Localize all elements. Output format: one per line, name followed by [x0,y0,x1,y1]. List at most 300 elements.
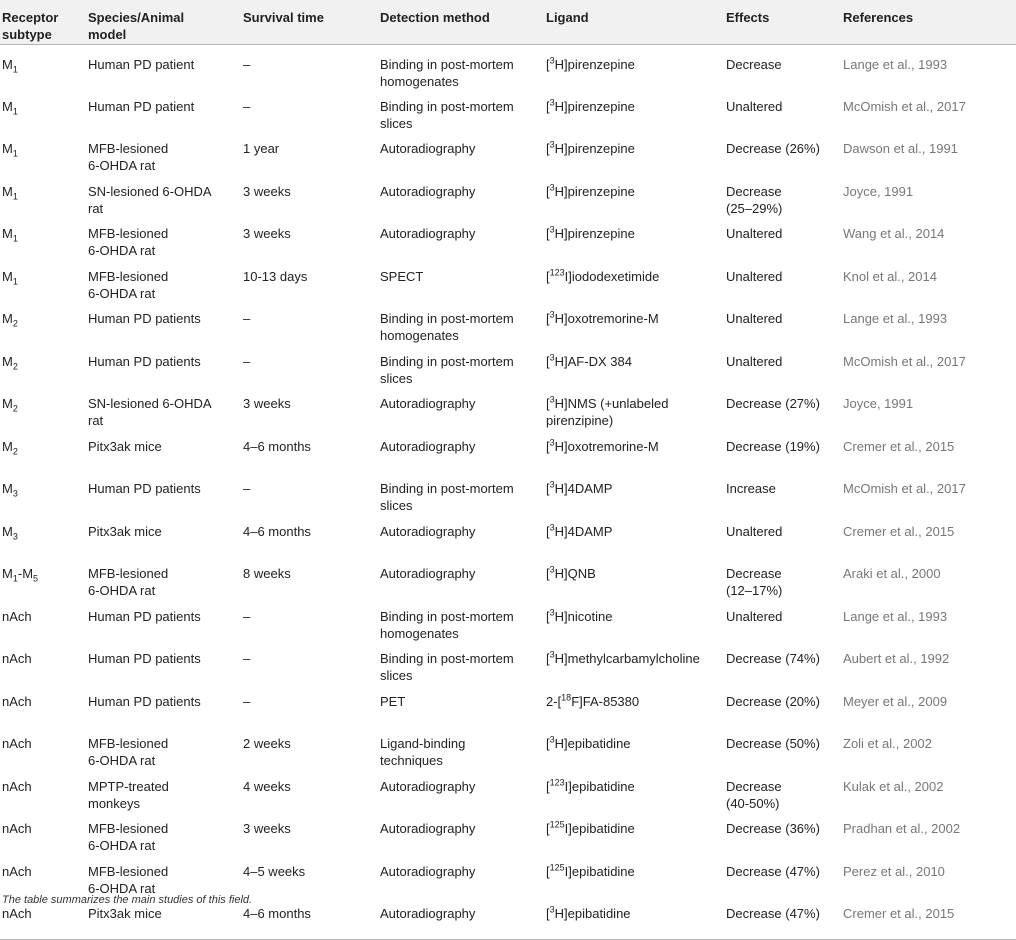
cell-ligand [544,685,724,728]
detection-line: Autoradiography [380,183,476,199]
cell-survival: 4–6 months [243,523,311,539]
ligand-name: H]pirenzepine [554,183,635,199]
cell-receptor [0,515,86,558]
cell-effects [724,260,841,303]
cell-detection [378,430,544,473]
cell-survival: 4–6 months [243,438,311,454]
cell-survival: 3 weeks [243,396,291,411]
cell-detection [378,855,544,898]
effects-line: Decrease [726,778,782,794]
receptor-name: M [2,268,13,284]
species-line: Human PD patients [88,481,201,496]
ligand-name: H]pirenzepine [554,56,635,72]
species-line: rat [88,200,104,216]
species-line: 6-OHDA rat [88,285,156,301]
detection-line: Binding in post-mortem [380,56,514,72]
cell-detection [378,727,544,770]
table-row [0,642,1016,685]
table-row [0,557,1016,600]
receptor-subscript-2: 5 [33,573,39,584]
effects-line: Unaltered [726,608,783,624]
header-species-line1: Species/Animal [88,10,185,25]
ligand-name: F]FA-85380 [571,693,640,709]
ligand-prefix: [ [546,481,550,496]
receptor-subscript: 1 [12,64,18,75]
detection-line: Autoradiography [380,906,476,921]
detection-line: Binding in post-mortem [380,608,514,624]
effects-line: Decrease [726,566,782,581]
cell-detection [378,260,544,303]
receptor-name: M [2,226,13,241]
ligand-prefix: [ [546,56,550,72]
receptor-name: M [2,481,13,496]
receptor-name: M [2,183,13,199]
cell-survival: 3 weeks [243,226,291,241]
ligand-prefix: [ [546,608,550,624]
ligand-name: H]epibatidine [554,906,631,921]
effects-line: (40-50%) [726,795,780,811]
detection-line: slices [380,115,413,131]
table-row [0,217,1016,260]
receptor-name: M [2,396,13,411]
cell-detection [378,685,544,728]
receptor-name: M [2,311,13,326]
cell-effects [724,685,841,728]
cell-reference: Knol et al., 2014 [843,268,937,284]
detection-line: homogenates [380,625,459,641]
ligand-isotope: 3 [549,564,555,575]
cell-survival: 1 year [243,141,280,156]
cell-effects [724,132,841,175]
header-receptor-line1: Receptor [2,10,59,25]
effects-line: Decrease (19%) [726,438,820,454]
ligand-name: I]epibatidine [564,821,635,836]
table-body [0,44,1016,940]
cell-reference: Joyce, 1991 [843,183,914,199]
ligand-isotope: 3 [549,352,555,363]
species-line: 6-OHDA rat [88,243,156,258]
ligand-isotope: 3 [549,522,555,533]
ligand-isotope: 3 [549,904,555,915]
effects-line: Decrease [726,56,782,72]
cell-effects [724,430,841,473]
cell-survival: 4 weeks [243,778,291,794]
receptor-name: nAch [2,608,32,624]
table-row [0,430,1016,473]
cell-ligand [544,770,724,813]
receptor-subscript: 1 [12,573,18,584]
detection-line: slices [380,498,413,513]
ligand-prefix: [ [546,98,550,114]
detection-line: PET [380,693,406,709]
ligand-isotope: 125 [549,819,565,830]
ligand-name: H]AF-DX 384 [554,353,632,369]
ligand-isotope: 3 [549,437,555,448]
table-row [0,260,1016,303]
ligand-name: H]NMS (+unlabeled [554,396,669,411]
cell-species [86,472,241,515]
cell-reference: McOmish et al., 2017 [843,353,966,369]
species-line: rat [88,413,104,428]
cell-effects [724,642,841,685]
cell-reference: McOmish et al., 2017 [843,98,966,114]
species-line: monkeys [88,795,141,811]
cell-species [86,90,241,133]
ligand-isotope: 123 [549,777,565,788]
cell-detection [378,345,544,388]
cell-effects [724,812,841,855]
table-row [0,770,1016,813]
species-line: Human PD patient [88,98,195,114]
table-row [0,345,1016,388]
ligand-name: I]iododexetimide [564,268,660,284]
header-detection: Detection method [378,0,544,44]
cell-species [86,685,241,728]
cell-reference: Lange et al., 1993 [843,608,948,624]
cell-reference: McOmish et al., 2017 [843,481,966,496]
cell-receptor [0,472,86,515]
ligand-isotope: 3 [549,224,555,235]
receptor-name: M [2,56,13,72]
cell-reference: Meyer et al., 2009 [843,693,948,709]
receptor-subscript: 2 [12,403,18,414]
cell-reference: Kulak et al., 2002 [843,778,944,794]
detection-line: Autoradiography [380,438,476,454]
ligand-name: I]epibatidine [564,778,635,794]
cell-detection [378,44,544,90]
species-line: Pitx3ak mice [88,438,162,454]
receptor-subscript: 2 [12,361,18,372]
table-row [0,727,1016,770]
effects-line: Unaltered [726,353,783,369]
detection-line: Ligand-binding [380,736,466,751]
cell-detection [378,897,544,940]
cell-reference: Lange et al., 1993 [843,311,948,326]
header-species [86,0,241,44]
ligand-name: H]pirenzepine [554,141,635,156]
species-line: SN-lesioned 6-OHDA [88,396,212,411]
cell-survival: 8 weeks [243,566,291,581]
species-line: MFB-lesioned [88,141,169,156]
receptor-name: M [2,566,13,581]
cell-reference: Wang et al., 2014 [843,226,945,241]
table-row [0,472,1016,515]
table-row [0,812,1016,855]
cell-ligand [544,430,724,473]
species-line: Human PD patients [88,693,201,709]
cell-species [86,770,241,813]
effects-line: Unaltered [726,98,783,114]
receptor-name: nAch [2,736,32,751]
ligand-isotope: 3 [549,97,555,108]
cell-species [86,855,241,898]
ligand-prefix: [ [546,821,550,836]
cell-species [86,812,241,855]
ligand-isotope: 3 [549,55,555,66]
ligand-name: H]4DAMP [554,481,613,496]
header-effects: Effects [724,0,841,44]
header-receptor [0,0,86,44]
effects-line: Increase [726,481,776,496]
detection-line: Binding in post-mortem [380,481,514,496]
cell-detection [378,472,544,515]
cell-species [86,387,241,430]
cell-receptor [0,90,86,133]
ligand-name: H]oxotremorine-M [554,438,659,454]
cell-survival: 2 weeks [243,736,291,751]
cell-receptor [0,260,86,303]
species-line: Human PD patients [88,608,201,624]
cell-ligand [544,387,724,430]
ligand-isotope: 18 [561,692,572,703]
cell-detection [378,132,544,175]
cell-effects [724,557,841,600]
ligand-isotope: 3 [549,734,555,745]
ligand-isotope: 125 [549,862,565,873]
receptor-subscript: 1 [12,106,18,117]
ligand-prefix: [ [546,523,550,539]
cell-species [86,132,241,175]
cell-effects [724,387,841,430]
receptor-name: M [2,438,13,454]
species-line: 6-OHDA rat [88,753,156,768]
cell-species [86,345,241,388]
effects-line: Decrease (27%) [726,396,820,411]
cell-reference: Aubert et al., 1992 [843,651,950,666]
detection-line: SPECT [380,268,424,284]
receptor-subscript: 2 [12,318,18,329]
effects-line: Decrease (36%) [726,821,820,836]
table-row [0,600,1016,643]
ligand-name: H]epibatidine [554,736,631,751]
cell-effects [724,600,841,643]
cell-species [86,515,241,558]
cell-detection [378,600,544,643]
cell-receptor [0,217,86,260]
cell-survival: – [243,651,251,666]
cell-survival: 3 weeks [243,183,291,199]
species-line: Human PD patients [88,651,201,666]
ligand-isotope: 123 [549,267,565,278]
effects-line: Unaltered [726,268,783,284]
cell-survival: – [243,98,251,114]
detection-line: Autoradiography [380,863,476,879]
detection-line: Autoradiography [380,821,476,836]
cell-species [86,260,241,303]
ligand-prefix: [ [546,863,550,879]
table-row [0,90,1016,133]
receptor-name: M [2,98,13,114]
cell-effects [724,515,841,558]
receptor-subscript: 1 [12,148,18,159]
species-line: MFB-lesioned [88,736,169,751]
header-species-line2: model [88,27,127,42]
detection-line: Binding in post-mortem [380,311,514,326]
cell-reference: Cremer et al., 2015 [841,897,1016,940]
ligand-name: H]QNB [554,566,596,581]
ligand-prefix: [ [546,778,550,794]
cell-reference: Dawson et al., 1991 [843,141,958,156]
cell-effects [724,44,841,90]
cell-reference: Cremer et al., 2015 [843,523,955,539]
cell-ligand [544,217,724,260]
cell-survival: 4–6 months [241,897,378,940]
cell-survival: 4–5 weeks [243,863,306,879]
effects-line: Unaltered [726,523,783,539]
species-line: 6-OHDA rat [88,158,156,173]
effects-line: Decrease (20%) [726,693,820,709]
header-references: References [841,0,1016,44]
cell-reference: Pradhan et al., 2002 [843,821,961,836]
cell-ligand [544,727,724,770]
ligand-prefix: [ [546,141,550,156]
cell-receptor [0,44,86,90]
species-line: 6-OHDA rat [88,880,156,896]
ligand-isotope: 3 [549,309,555,320]
cell-receptor [0,600,86,643]
detection-line: Autoradiography [380,778,476,794]
receptor-subscript: 2 [12,446,18,457]
receptor-name: M [2,523,13,539]
receptor-subscript: 1 [12,191,18,202]
cell-reference: Joyce, 1991 [843,396,914,411]
receptor-name: nAch [2,821,32,836]
cell-ligand [544,302,724,345]
effects-line: (25–29%) [726,200,783,216]
ligand-prefix: [ [546,438,550,454]
cell-reference: Zoli et al., 2002 [843,736,932,751]
ligand-isotope: 3 [549,479,555,490]
cell-survival: – [243,608,251,624]
cell-survival: – [243,353,251,369]
cell-survival: – [243,311,251,326]
ligand-prefix: [ [546,226,550,241]
detection-line: Autoradiography [380,523,476,539]
ligand-name: H]nicotine [554,608,613,624]
receptor-name: nAch [2,778,32,794]
ligand-prefix: [ [546,268,550,284]
cell-survival: 3 weeks [243,821,291,836]
cell-detection [378,217,544,260]
species-line: Human PD patient [88,56,195,72]
detection-line: Autoradiography [380,226,476,241]
cell-receptor [0,430,86,473]
detection-line: slices [380,668,413,683]
species-line: 6-OHDA rat [88,838,156,853]
species-line: Pitx3ak mice [88,523,162,539]
cell-receptor [0,557,86,600]
cell-receptor [0,685,86,728]
cell-effects [724,345,841,388]
detection-line: Binding in post-mortem [380,98,514,114]
cell-reference: Lange et al., 1993 [843,56,948,72]
cell-receptor [0,855,86,898]
cell-ligand [544,897,724,940]
effects-line: (12–17%) [726,583,783,598]
cell-receptor [0,642,86,685]
table-row [0,132,1016,175]
ligand-prefix: [ [546,906,550,921]
effects-line: Decrease (47%) [726,906,820,921]
cell-effects [724,175,841,218]
species-line: MFB-lesioned [88,268,169,284]
cell-ligand [544,44,724,90]
cell-species [86,600,241,643]
cell-ligand [544,600,724,643]
cell-ligand [544,90,724,133]
species-line: Pitx3ak mice [88,906,162,921]
cell-receptor [0,175,86,218]
detection-line: Autoradiography [380,141,476,156]
ligand-prefix: [ [546,311,550,326]
ligand-name: H]4DAMP [554,523,613,539]
species-line: Human PD patients [88,353,201,369]
cell-detection [378,770,544,813]
cell-species [86,175,241,218]
cell-species [86,557,241,600]
species-line: SN-lesioned 6-OHDA [88,183,212,199]
ligand-prefix: [ [546,736,550,751]
cell-receptor [0,812,86,855]
header-row [0,0,1016,44]
table-row [0,855,1016,898]
header-survival: Survival time [241,0,378,44]
ligand-prefix: [ [546,651,550,666]
detection-line: techniques [380,753,443,768]
cell-species [86,302,241,345]
species-line: MFB-lesioned [88,566,169,581]
table-row [0,175,1016,218]
table-row [0,302,1016,345]
effects-line: Decrease (26%) [726,141,820,156]
cell-survival: 10-13 days [243,268,308,284]
cell-ligand [544,812,724,855]
cell-species [86,430,241,473]
cell-reference: Perez et al., 2010 [843,863,945,879]
cell-ligand [544,557,724,600]
cell-receptor [0,387,86,430]
detection-line: slices [380,370,413,386]
cell-receptor [0,727,86,770]
cell-detection [378,515,544,558]
cell-detection [378,642,544,685]
cell-effects [724,727,841,770]
cell-species [86,44,241,90]
cell-detection [378,557,544,600]
receptor-name: M [2,141,13,156]
cell-receptor [0,345,86,388]
ligand-prefix: [ [546,353,550,369]
detection-line: Binding in post-mortem [380,651,514,666]
cell-ligand [544,260,724,303]
receptor-subscript: 3 [12,488,18,499]
receptor-name: nAch [2,693,32,709]
cell-receptor [0,770,86,813]
cell-effects [724,90,841,133]
ligand-name: I]epibatidine [564,863,635,879]
ligand-name: H]oxotremorine-M [554,311,659,326]
cell-survival: – [243,481,251,496]
cell-receptor [0,132,86,175]
cell-ligand [544,855,724,898]
species-line: MFB-lesioned [88,821,169,836]
cell-ligand [544,642,724,685]
ligand-isotope: 3 [549,182,555,193]
ligand-prefix: [ [546,396,550,411]
receptor-subscript: 1 [12,233,18,244]
effects-line: Decrease (47%) [726,863,820,879]
receptor-subscript: 1 [12,276,18,287]
